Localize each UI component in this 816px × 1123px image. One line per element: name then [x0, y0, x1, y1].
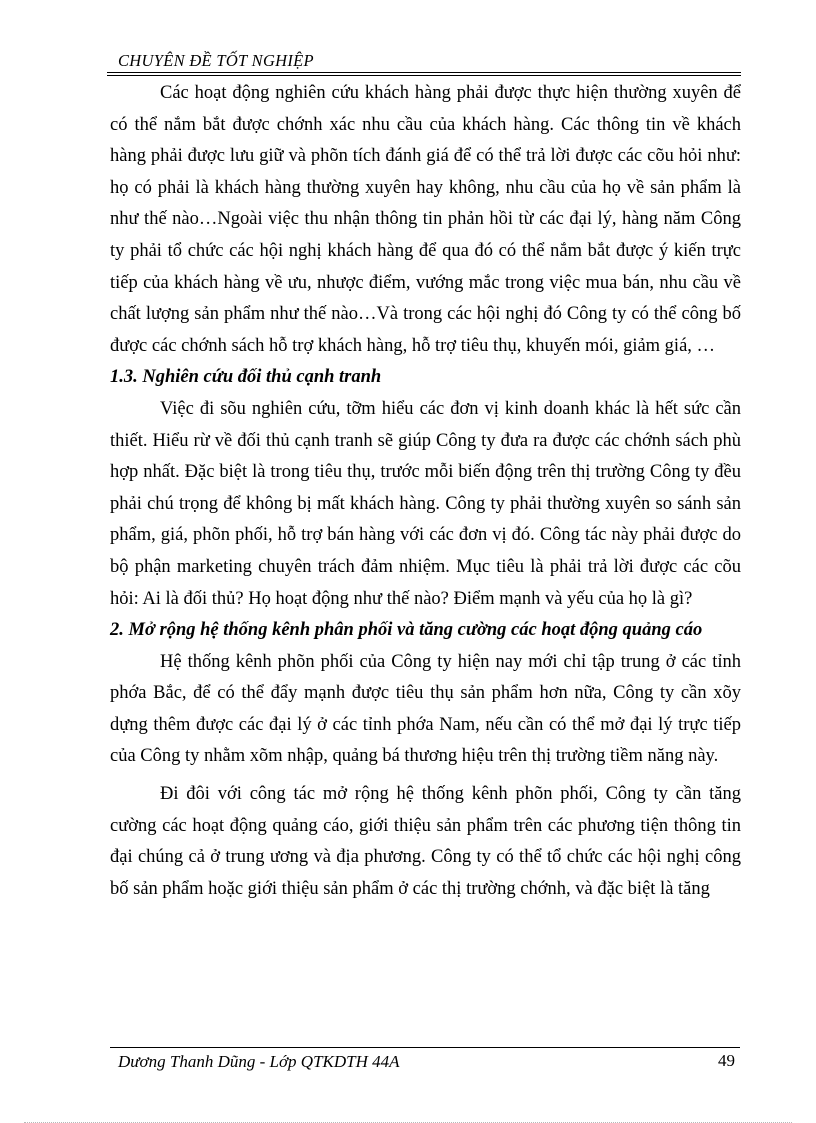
- header-rule-top: [107, 72, 741, 73]
- section-heading-distribution-advertising: 2. Mở rộng hệ thống kênh phân phối và tăng cường các hoạt động quảng cáo: [110, 620, 703, 641]
- header-rule-bottom: [107, 75, 741, 76]
- paragraph-competitor-research: Việc đi sõu nghiên cứu, tỡm hiểu các đơn vị kinh doanh khác là hết sức cần thiết. Hiểu rừ về đối thủ cạnh tranh sẽ giúp Công ty đưa ra được các chớnh sách phù hợp nhất. Đặc biệt là trong tiêu thụ, trước mỗi biến động trên thị trường Công ty đều phải chú trọng để không bị mất khách hàng. Công ty phải thường xuyên so sánh sản phẩm, giá, phõn phối, hỗ trợ bán hàng với các đơn vị đó. Công tác này phải được do bộ phận marketing chuyên trách đảm nhiệm. Mục tiêu là phải trả lời được các cõu hỏi: Ai là đối thủ? Họ hoạt động như thế nào? Điểm mạnh và yếu của họ là gì?: [110, 398, 741, 609]
- document-body: [110, 78, 741, 905]
- paragraph-customer-research: Các hoạt động nghiên cứu khách hàng phải được thực hiện thường xuyên để có thể nắm bắt được chớnh xác nhu cầu của khách hàng. Các thông tin về khách hàng phải được lưu giữ và phõn tích đánh giá để có thể trả lời được các cõu hỏi như: họ có phải là khách hàng thường xuyên hay không, nhu cầu của họ về sản phẩm là như thế nào…Ngoài việc thu nhận thông tin phản hồi từ các đại lý, hàng năm Công ty phải tổ chức các hội nghị khách hàng để qua đó có thể nắm bắt được ý kiến trực tiếp của khách hàng về ưu, nhược điểm, vướng mắc trong việc mua bán, nhu cầu về chất lượng sản phẩm như thế nào…Và trong các hội nghị đó Công ty có thể công bố được các chớnh sách hỗ trợ khách hàng, hỗ trợ tiêu thụ, khuyến mói, giảm giá, …: [110, 83, 741, 356]
- paragraph-advertising: Đi đôi với công tác mở rộng hệ thống kênh phõn phối, Công ty cần tăng cường các hoạt động quảng cáo, giới thiệu sản phẩm trên các phương tiện thông tin đại chúng cả ở trung ương và địa phương. Công ty có thể tổ chức các hội nghị công bố sản phẩm hoặc giới thiệu sản phẩm ở các thị trường chớnh, và đặc biệt là tăng: [110, 784, 741, 899]
- running-header-title: CHUYÊN ĐỀ TỐT NGHIỆP: [118, 51, 314, 70]
- paragraph-distribution-channels: Hệ thống kênh phõn phối của Công ty hiện nay mới chỉ tập trung ở các tỉnh phớa Bắc, để có thể đẩy mạnh được tiêu thụ sản phẩm hơn nữa, Công ty cần xõy dựng thêm được các đại lý ở các tỉnh phớa Nam, nếu cần có thể mở đại lý trực tiếp của Công ty nhằm xõm nhập, quảng bá thương hiệu trên thị trường tiềm năng này.: [110, 651, 741, 767]
- footer-author: Dương Thanh Dũng - Lớp QTKDTH 44A: [118, 1052, 400, 1071]
- page-number: 49: [718, 1051, 735, 1070]
- section-heading-competitor-research: 1.3. Nghiên cứu đối thủ cạnh tranh: [110, 367, 382, 388]
- footer-rule: [110, 1047, 740, 1048]
